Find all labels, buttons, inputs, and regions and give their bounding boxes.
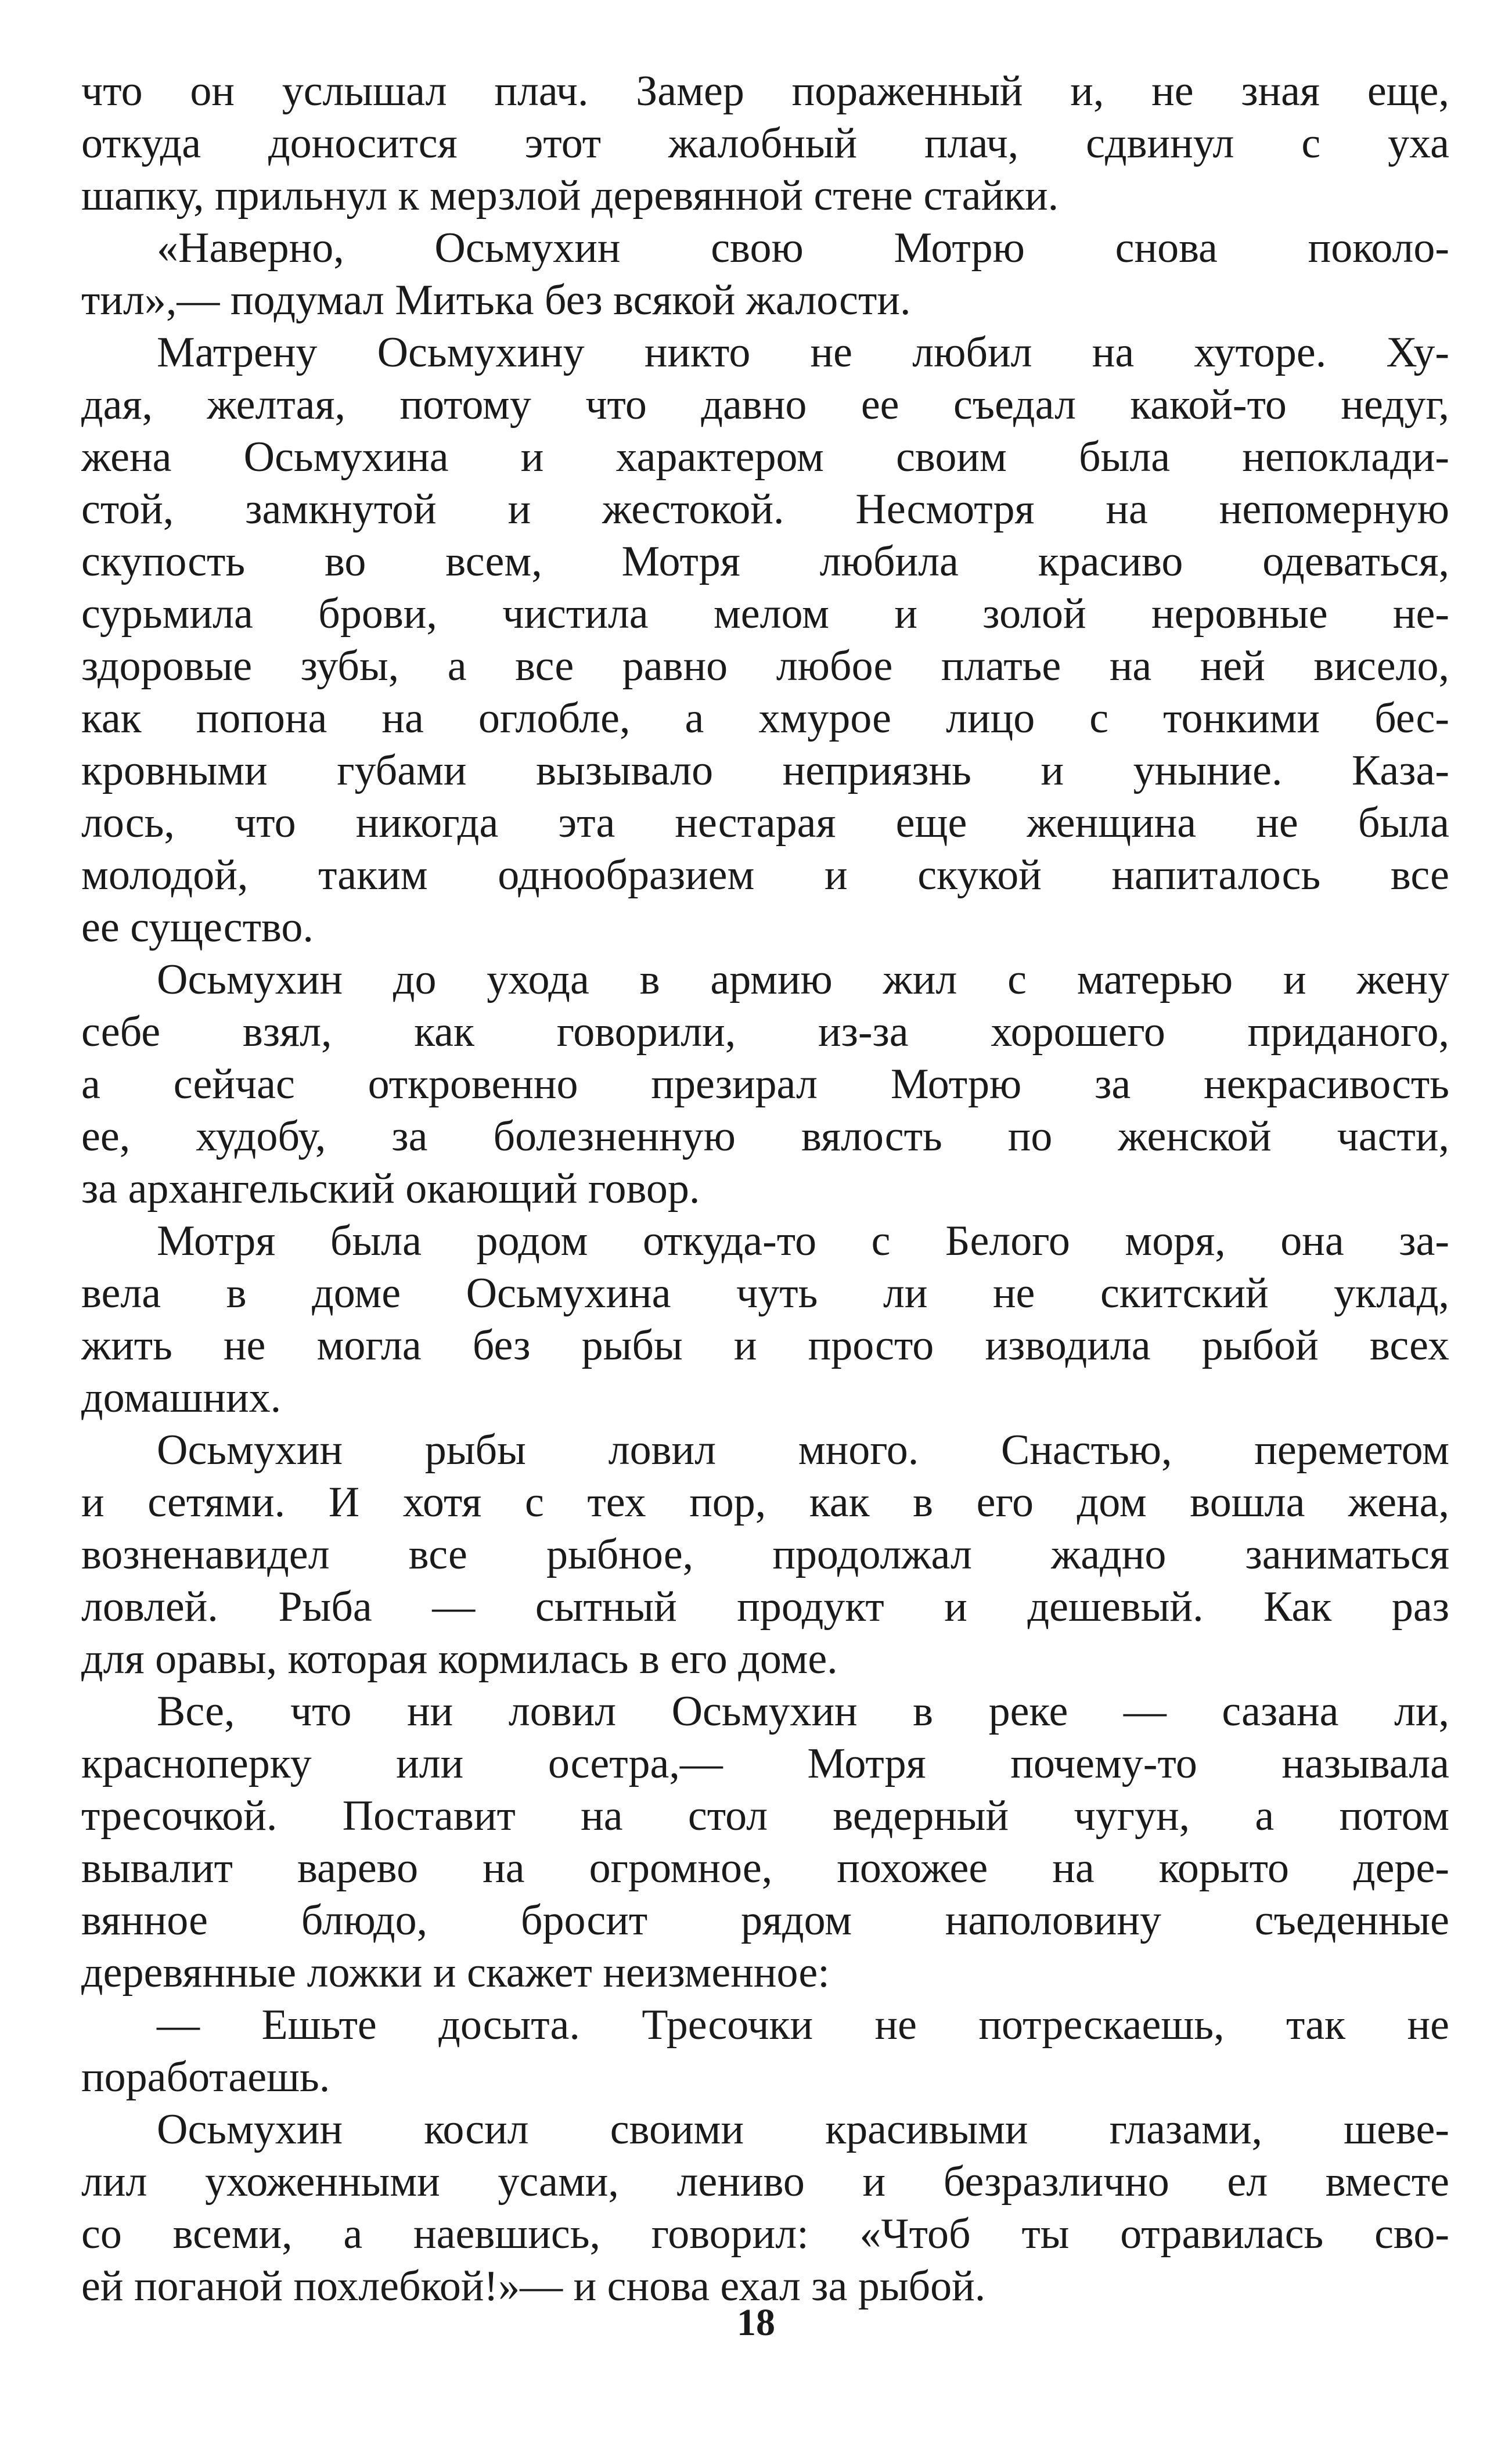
text-line: шапку, прильнул к мерзлой деревянной стене стайки. bbox=[81, 172, 1059, 220]
text-line: — Ешьте досыта. Тресочки не потрескаешь, так не bbox=[157, 2001, 1449, 2049]
text-line: как попона на оглобле, а хмурое лицо с тонкими бес- bbox=[81, 695, 1449, 742]
text-line: ее существо. bbox=[81, 904, 314, 951]
text-line: ловлей. Рыба — сытный продукт и дешевый. Как раз bbox=[81, 1583, 1449, 1631]
text-line: Осьмухин рыбы ловил много. Снастью, переметом bbox=[157, 1426, 1449, 1474]
text-line: Все, что ни ловил Осьмухин в реке — сазана ли, bbox=[157, 1688, 1449, 1735]
body-text bbox=[81, 65, 1449, 2312]
text-line: и сетями. И хотя с тех пор, как в его дом вошла жена, bbox=[81, 1478, 1449, 1526]
text-line: ее, худобу, за болезненную вялость по женской части, bbox=[81, 1113, 1449, 1160]
text-line: вела в доме Осьмухина чуть ли не скитский уклад, bbox=[81, 1269, 1449, 1317]
text-line: откуда доносится этот жалобный плач, сдвинул с уха bbox=[81, 120, 1449, 167]
paragraph bbox=[81, 222, 1449, 326]
text-line: тил»,— подумал Митька без всякой жалости. bbox=[81, 276, 911, 324]
text-line: деревянные ложки и скажет неизменное: bbox=[81, 1949, 830, 1996]
paragraph bbox=[81, 65, 1449, 222]
text-line: лось, что никогда эта нестарая еще женщина не была bbox=[81, 799, 1449, 847]
text-line: Мотря была родом откуда-то с Белого моря, она за- bbox=[157, 1217, 1449, 1265]
text-line: дая, желтая, потому что давно ее съедал какой-то недуг, bbox=[81, 381, 1449, 429]
text-line: со всеми, а наевшись, говорил: «Чтоб ты отравилась сво- bbox=[81, 2210, 1449, 2258]
text-line: себе взял, как говорили, из-за хорошего приданого, bbox=[81, 1008, 1449, 1056]
text-line: жена Осьмухина и характером своим была непоклади- bbox=[81, 433, 1449, 481]
page-number: 18 bbox=[737, 2301, 775, 2344]
paragraph bbox=[81, 954, 1449, 1215]
text-line: «Наверно, Осьмухин свою Мотрю снова поколо- bbox=[157, 224, 1449, 272]
text-line: тресочкой. Поставит на стол ведерный чугун, а потом bbox=[81, 1792, 1449, 1840]
text-line: Осьмухин до ухода в армию жил с матерью и жену bbox=[157, 956, 1449, 1003]
text-line: поработаешь. bbox=[81, 2053, 330, 2101]
text-line: Матрену Осьмухину никто не любил на хуторе. Ху- bbox=[157, 329, 1449, 376]
text-line: сурьмила брови, чистила мелом и золой неровные не- bbox=[81, 590, 1449, 638]
paragraph bbox=[81, 1215, 1449, 1424]
text-line: за архангельский окающий говор. bbox=[81, 1165, 700, 1213]
text-line: вянное блюдо, бросит рядом наполовину съеденные bbox=[81, 1897, 1449, 1944]
text-line: вывалит варево на огромное, похожее на корыто дере- bbox=[81, 1844, 1449, 1892]
text-line: красноперку или осетра,— Мотря почему-то называла bbox=[81, 1740, 1449, 1787]
text-line: молодой, таким однообразием и скукой напиталось все bbox=[81, 851, 1449, 899]
paragraph bbox=[81, 1424, 1449, 1685]
text-line: что он услышал плач. Замер пораженный и, не зная еще, bbox=[81, 67, 1449, 115]
text-line: здоровые зубы, а все равно любое платье на ней висело, bbox=[81, 642, 1449, 690]
paragraph bbox=[81, 1685, 1449, 1999]
text-line: лил ухоженными усами, лениво и безразлично ел вместе bbox=[81, 2158, 1449, 2206]
paragraph bbox=[81, 1999, 1449, 2103]
text-line: жить не могла без рыбы и просто изводила рыбой всех bbox=[81, 1322, 1449, 1369]
text-line: скупость во всем, Мотря любила красиво одеваться, bbox=[81, 538, 1449, 585]
text-line: а сейчас откровенно презирал Мотрю за некрасивость bbox=[81, 1060, 1449, 1108]
text-line: кровными губами вызывало неприязнь и уныние. Каза- bbox=[81, 747, 1449, 794]
text-line: Осьмухин косил своими красивыми глазами, шеве- bbox=[157, 2106, 1449, 2153]
paragraph bbox=[81, 2103, 1449, 2312]
text-line: стой, замкнутой и жестокой. Несмотря на непомерную bbox=[81, 485, 1449, 533]
text-line: возненавидел все рыбное, продолжал жадно заниматься bbox=[81, 1531, 1449, 1578]
text-line: домашних. bbox=[81, 1374, 282, 1422]
text-line: ей поганой похлебкой!»— и снова ехал за рыбой. bbox=[81, 2262, 986, 2310]
paragraph bbox=[81, 326, 1449, 954]
text-line: для оравы, которая кормилась в его доме. bbox=[81, 1635, 838, 1683]
